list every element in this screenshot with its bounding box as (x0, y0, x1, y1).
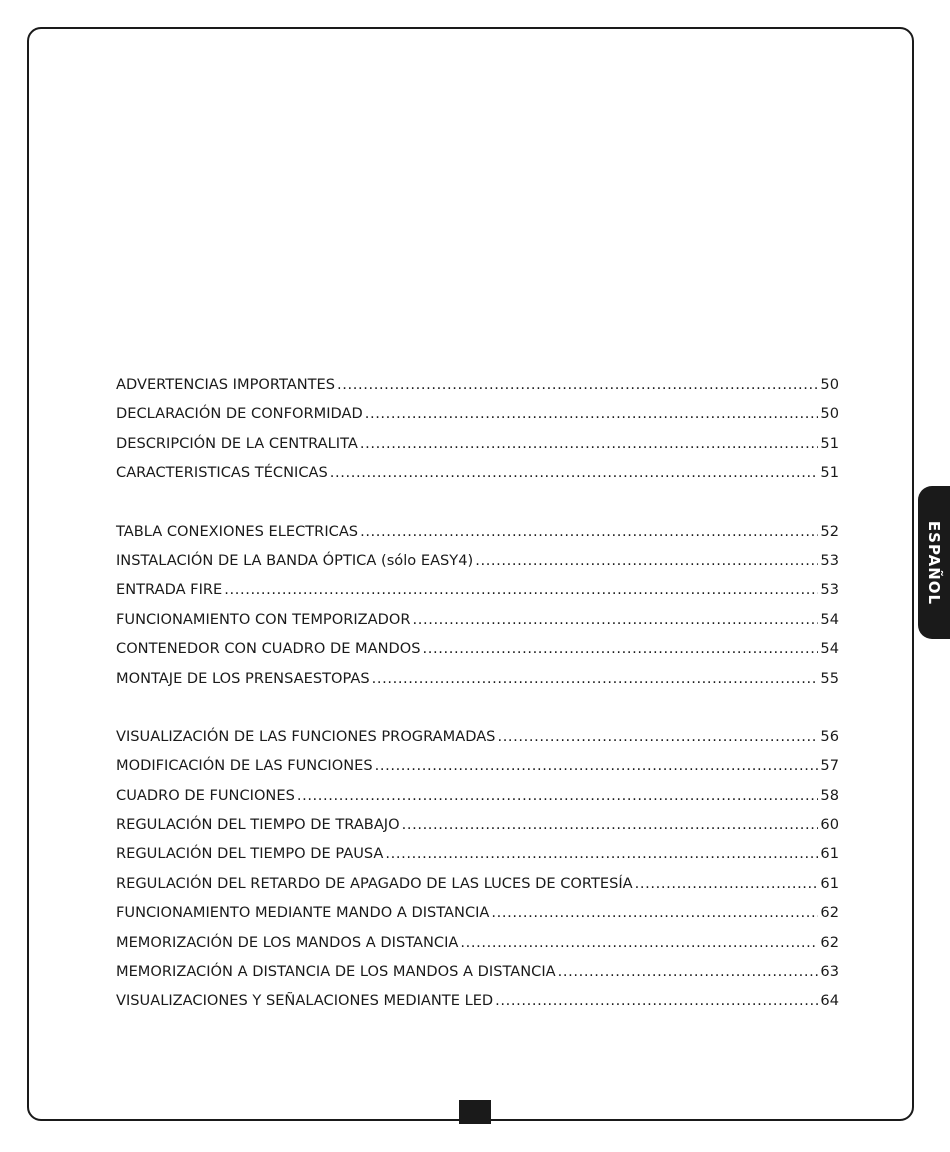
toc-entry-page: 54 (820, 640, 839, 658)
toc-entry-title: INSTALACIÓN DE LA BANDA ÓPTICA (sólo EASY4) (116, 551, 474, 569)
toc-entry[interactable] (116, 521, 839, 550)
toc-entry-title: MONTAJE DE LOS PRENSAESTOPAS (116, 669, 370, 687)
toc-dot-leader (491, 902, 818, 924)
toc-entry-page: 61 (820, 874, 839, 892)
toc-entry-page: 61 (820, 845, 839, 863)
toc-entry-page: 51 (820, 434, 839, 452)
toc-entry-page: 50 (820, 376, 839, 393)
toc-entry-title: CONTENEDOR CON CUADRO DE MANDOS (116, 640, 421, 658)
toc-entry-title: MEMORIZACIÓN A DISTANCIA DE LOS MANDOS A DISTANCIA (116, 963, 556, 981)
toc-entry[interactable] (116, 990, 839, 1019)
toc-entry[interactable] (116, 374, 839, 403)
toc-entry-title: REGULACIÓN DEL TIEMPO DE PAUSA (116, 845, 384, 863)
toc-dot-leader (497, 726, 818, 748)
toc-entry-page: 53 (820, 581, 839, 599)
toc-group (116, 726, 839, 1020)
toc-entry-title: DESCRIPCIÓN DE LA CENTRALITA (116, 434, 358, 452)
toc-dot-leader (360, 521, 818, 543)
toc-entry[interactable] (116, 961, 839, 990)
table-of-contents (116, 374, 839, 1020)
toc-entry-page: 56 (820, 727, 839, 745)
toc-dot-leader (360, 433, 819, 455)
toc-entry-title: FUNCIONAMIENTO CON TEMPORIZADOR (116, 610, 411, 628)
language-tab-label: ESPAÑOL (925, 520, 943, 605)
toc-entry-page: 63 (820, 963, 839, 981)
toc-entry[interactable] (116, 668, 839, 697)
toc-entry[interactable] (116, 902, 839, 931)
toc-entry-page: 50 (820, 405, 839, 423)
toc-entry-page: 53 (820, 551, 839, 569)
toc-entry-title: VISUALIZACIONES Y SEÑALACIONES MEDIANTE LED (116, 992, 494, 1010)
toc-dot-leader (402, 814, 819, 836)
toc-entry[interactable] (116, 638, 839, 667)
toc-entry[interactable] (116, 755, 839, 784)
toc-entry-title: REGULACIÓN DEL RETARDO DE APAGADO DE LAS LUCES DE CORTESÍA (116, 874, 633, 892)
toc-entry-title: FUNCIONAMIENTO MEDIANTE MANDO A DISTANCIA (116, 904, 490, 922)
toc-entry[interactable] (116, 403, 839, 432)
toc-entry-title: ENTRADA FIRE (116, 581, 223, 599)
toc-entry-title: DECLARACIÓN DE CONFORMIDAD (116, 405, 363, 423)
toc-entry-page: 57 (820, 757, 839, 775)
toc-entry-page: 52 (820, 522, 839, 540)
toc-entry-title: VISUALIZACIÓN DE LAS FUNCIONES PROGRAMADAS (116, 727, 496, 745)
toc-entry-title: TABLA CONEXIONES ELECTRICAS (116, 522, 359, 540)
toc-dot-leader (375, 755, 819, 777)
toc-dot-leader (475, 550, 818, 572)
toc-entry-page: 62 (820, 904, 839, 922)
toc-entry-title: MEMORIZACIÓN DE LOS MANDOS A DISTANCIA (116, 933, 459, 951)
toc-dot-leader (224, 579, 818, 601)
toc-entry[interactable] (116, 873, 839, 902)
toc-entry[interactable] (116, 550, 839, 579)
language-tab (918, 486, 950, 639)
toc-entry[interactable] (116, 433, 839, 462)
toc-entry[interactable] (116, 462, 839, 491)
toc-entry-title: CUADRO DE FUNCIONES (116, 786, 295, 804)
toc-dot-leader (365, 403, 819, 425)
toc-dot-leader (423, 638, 819, 660)
toc-entry-page: 64 (820, 992, 839, 1010)
toc-entry[interactable] (116, 609, 839, 638)
toc-dot-leader (330, 462, 819, 484)
toc-entry[interactable] (116, 814, 839, 843)
toc-entry[interactable] (116, 785, 839, 814)
toc-entry-page: 54 (820, 610, 839, 628)
toc-entry[interactable] (116, 932, 839, 961)
toc-group (116, 374, 839, 492)
toc-dot-leader (635, 873, 819, 895)
toc-entry-title: ADVERTENCIAS IMPORTANTES (116, 376, 336, 393)
toc-dot-leader (412, 609, 818, 631)
toc-dot-leader (558, 961, 819, 983)
toc-entry[interactable] (116, 579, 839, 608)
toc-entry-page: 55 (820, 669, 839, 687)
toc-group (116, 521, 839, 697)
toc-entry-page: 51 (820, 464, 839, 482)
page-marker (459, 1100, 491, 1124)
toc-dot-leader (297, 785, 819, 807)
toc-entry-page: 58 (820, 786, 839, 804)
toc-entry-page: 62 (820, 933, 839, 951)
toc-dot-leader (460, 932, 818, 954)
toc-dot-leader (385, 843, 818, 865)
toc-entry[interactable] (116, 726, 839, 755)
toc-entry-title: MODIFICACIÓN DE LAS FUNCIONES (116, 757, 373, 775)
toc-entry-title: CARACTERISTICAS TÉCNICAS (116, 464, 328, 482)
toc-entry[interactable] (116, 843, 839, 872)
toc-entry-page: 60 (820, 816, 839, 834)
toc-dot-leader (372, 668, 819, 690)
toc-dot-leader (495, 990, 818, 1012)
toc-entry-title: REGULACIÓN DEL TIEMPO DE TRABAJO (116, 816, 400, 834)
toc-dot-leader (337, 374, 818, 396)
